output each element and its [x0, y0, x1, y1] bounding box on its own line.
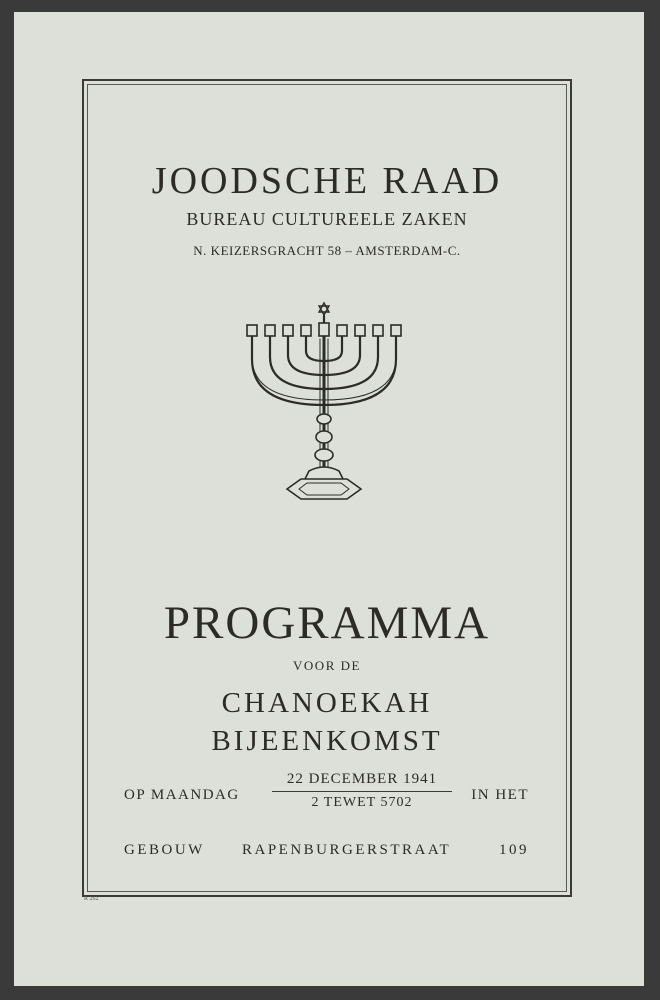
venue-number: 109	[499, 842, 529, 858]
event-name-line2: BIJEENKOMST	[211, 725, 443, 757]
venue-building: GEBOUW	[124, 842, 205, 858]
venue-street: RAPENBURGERSTRAAT	[242, 842, 452, 858]
gregorian-date: 22 DECEMBER 1941	[272, 771, 452, 792]
department-name: BUREAU CULTUREELE ZAKEN	[186, 209, 468, 229]
document-page	[14, 12, 644, 986]
hebrew-date: 2 TEWET 5702	[311, 795, 413, 810]
date-fraction	[272, 771, 452, 811]
date-suffix: IN HET	[471, 787, 529, 803]
date-block	[124, 771, 529, 821]
address-line: N. KEIZERSGRACHT 58 – AMSTERDAM-C.	[193, 243, 461, 258]
event-name-line1: CHANOEKAH	[221, 687, 433, 719]
date-prefix: OP MAANDAG	[124, 787, 240, 803]
print-reference: R 262	[84, 896, 99, 902]
page-border	[82, 79, 572, 897]
menorah-icon	[239, 299, 409, 505]
programme-subtitle: VOOR DE	[293, 658, 361, 673]
organization-title: JOODSCHE RAAD	[151, 160, 503, 202]
programme-title: PROGRAMMA	[163, 597, 491, 649]
